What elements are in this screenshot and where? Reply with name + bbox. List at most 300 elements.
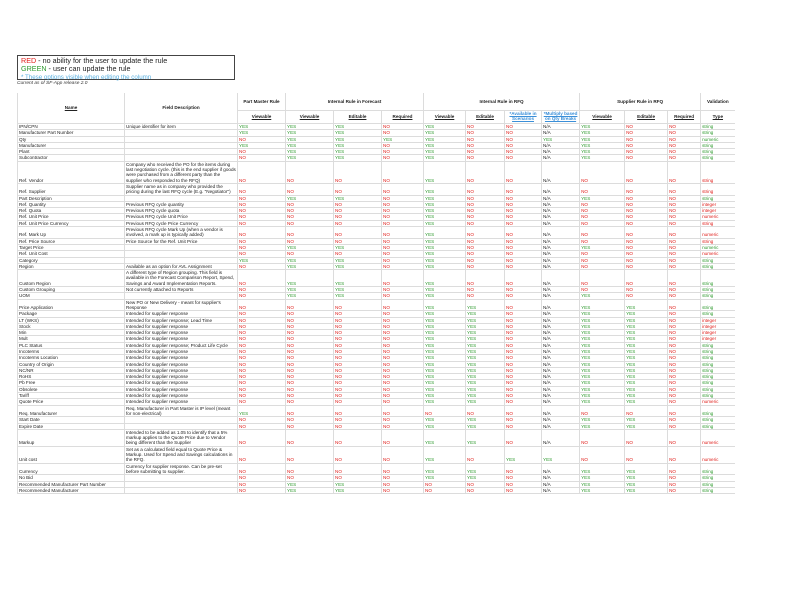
cell-sup-editable: NO	[625, 124, 668, 130]
cell-rfq-scenarios: NO	[505, 463, 542, 475]
cell-name: IPN/CPN	[18, 124, 125, 130]
cell-fc-viewable: YES	[286, 195, 334, 201]
cell-validation-type: integer	[701, 330, 735, 336]
cell-rfq-editable: YES	[466, 417, 505, 423]
cell-pm-viewable: NO	[238, 293, 286, 299]
cell-rfq-viewable: YES	[424, 124, 466, 130]
cell-description: Intended for supplier response	[125, 386, 238, 392]
cell-sup-viewable: YES	[580, 293, 625, 299]
cell-rfq-scenarios: NO	[505, 399, 542, 405]
cell-rfq-editable: NO	[466, 201, 505, 207]
cell-fc-required: NO	[382, 149, 424, 155]
cell-pm-viewable: YES	[238, 130, 286, 136]
table-row	[18, 299, 735, 311]
cell-fc-viewable: NO	[286, 417, 334, 423]
cell-rfq-multiply: N/A	[542, 201, 580, 207]
cell-description: Intended for supplier response	[125, 399, 238, 405]
cell-rfq-editable: YES	[466, 367, 505, 373]
cell-rfq-editable: YES	[466, 429, 505, 446]
cell-fc-editable: NO	[334, 361, 382, 367]
cell-sup-required: NO	[668, 336, 701, 342]
cell-pm-viewable: NO	[238, 348, 286, 354]
cell-fc-viewable: NO	[286, 201, 334, 207]
cell-fc-required: NO	[382, 287, 424, 293]
cell-sup-required: NO	[668, 463, 701, 475]
cell-name: Obsolete	[18, 386, 125, 392]
cell-sup-editable: YES	[625, 336, 668, 342]
cell-rfq-scenarios: NO	[505, 393, 542, 399]
cell-rfq-viewable: YES	[424, 417, 466, 423]
cell-pm-viewable: YES	[238, 405, 286, 417]
cell-sup-required: NO	[668, 227, 701, 239]
cell-rfq-viewable: YES	[424, 214, 466, 220]
cell-rfq-viewable: YES	[424, 251, 466, 257]
cell-fc-viewable: YES	[286, 257, 334, 263]
cell-rfq-multiply: N/A	[542, 330, 580, 336]
cell-sup-editable: YES	[625, 399, 668, 405]
cell-fc-viewable: NO	[286, 183, 334, 195]
cell-rfq-editable: NO	[466, 142, 505, 148]
cell-rfq-multiply: YES	[542, 446, 580, 463]
cell-sup-required: NO	[668, 136, 701, 142]
cell-sup-required: NO	[668, 481, 701, 487]
cell-rfq-editable: NO	[466, 238, 505, 244]
cell-validation-type: integer	[701, 336, 735, 342]
cell-name: NC/NR	[18, 367, 125, 373]
cell-sup-viewable: YES	[580, 386, 625, 392]
cell-fc-required: NO	[382, 155, 424, 161]
cell-rfq-multiply: N/A	[542, 342, 580, 348]
cell-fc-viewable: YES	[286, 293, 334, 299]
cell-sup-viewable: YES	[580, 149, 625, 155]
cell-fc-editable: YES	[334, 124, 382, 130]
cell-pm-viewable: NO	[238, 227, 286, 239]
cell-fc-editable: YES	[334, 244, 382, 250]
legend-red-text: - no ability for the user to update the rule	[36, 56, 168, 65]
cell-validation-type: string	[701, 195, 735, 201]
cell-fc-viewable: NO	[286, 161, 334, 183]
cell-sup-viewable: YES	[580, 323, 625, 329]
cell-sup-required: NO	[668, 287, 701, 293]
cell-validation-type: integer	[701, 208, 735, 214]
cell-rfq-viewable: YES	[424, 195, 466, 201]
cell-rfq-scenarios: NO	[505, 380, 542, 386]
cell-fc-required: NO	[382, 124, 424, 130]
cell-fc-viewable: YES	[286, 263, 334, 269]
cell-sup-viewable: YES	[580, 311, 625, 317]
cell-fc-required: NO	[382, 299, 424, 311]
cell-rfq-scenarios: NO	[505, 227, 542, 239]
cell-sup-editable: NO	[625, 136, 668, 142]
cell-fc-editable: NO	[334, 393, 382, 399]
table-row	[18, 227, 735, 239]
cell-validation-type: string	[701, 481, 735, 487]
cell-validation-type: string	[701, 423, 735, 429]
cell-fc-viewable: NO	[286, 238, 334, 244]
cell-rfq-scenarios: NO	[505, 220, 542, 226]
cell-rfq-viewable: YES	[424, 293, 466, 299]
cell-sup-viewable: NO	[580, 270, 625, 287]
cell-fc-editable: NO	[334, 183, 382, 195]
cell-rfq-multiply: N/A	[542, 142, 580, 148]
cell-rfq-scenarios: NO	[505, 195, 542, 201]
header-internal-forecast: Internal Rule in Forecast	[286, 93, 424, 111]
cell-validation-type: string	[701, 487, 735, 493]
cell-description: A different type of Region grouping. This field is available in the Forecast Comparison Report, Spend, Savings and Award Implementation Reports.	[125, 270, 238, 287]
cell-sup-viewable: YES	[580, 142, 625, 148]
cell-fc-viewable: NO	[286, 227, 334, 239]
cell-sup-editable: YES	[625, 355, 668, 361]
cell-fc-required: NO	[382, 487, 424, 493]
cell-fc-required: NO	[382, 399, 424, 405]
cell-rfq-editable: NO	[466, 251, 505, 257]
cell-rfq-multiply: N/A	[542, 311, 580, 317]
cell-pm-viewable: NO	[238, 330, 286, 336]
cell-rfq-scenarios: NO	[505, 374, 542, 380]
cell-name: PLC Status	[18, 342, 125, 348]
cell-rfq-editable: YES	[466, 423, 505, 429]
cell-description: Intended for supplier response	[125, 380, 238, 386]
cell-fc-editable: NO	[334, 201, 382, 207]
cell-sup-editable: NO	[625, 208, 668, 214]
cell-fc-required: NO	[382, 405, 424, 417]
cell-fc-required: NO	[382, 251, 424, 257]
cell-rfq-editable: NO	[466, 481, 505, 487]
sub-pm-viewable: Viewable	[238, 111, 286, 124]
cell-sup-editable: NO	[625, 227, 668, 239]
legend-star-line: * These options visible when editing the column	[21, 73, 152, 81]
header-supplier-rfq: Supplier Rule in RFQ	[580, 93, 701, 111]
cell-sup-viewable: NO	[580, 208, 625, 214]
cell-rfq-scenarios: NO	[505, 257, 542, 263]
cell-fc-required: NO	[382, 380, 424, 386]
cell-rfq-multiply: N/A	[542, 393, 580, 399]
cell-pm-viewable: NO	[238, 299, 286, 311]
cell-sup-viewable: YES	[580, 417, 625, 423]
cell-fc-editable: NO	[334, 429, 382, 446]
cell-rfq-editable: YES	[466, 355, 505, 361]
cell-validation-type: string	[701, 405, 735, 417]
cell-rfq-editable: YES	[466, 336, 505, 342]
cell-rfq-multiply: N/A	[542, 293, 580, 299]
cell-fc-viewable: NO	[286, 323, 334, 329]
cell-pm-viewable: NO	[238, 201, 286, 207]
cell-sup-required: NO	[668, 270, 701, 287]
cell-fc-editable: YES	[334, 270, 382, 287]
cell-name: Pb Free	[18, 380, 125, 386]
cell-sup-required: NO	[668, 393, 701, 399]
cell-rfq-multiply: N/A	[542, 195, 580, 201]
cell-pm-viewable: NO	[238, 287, 286, 293]
cell-sup-editable: NO	[625, 257, 668, 263]
cell-sup-required: NO	[668, 323, 701, 329]
cell-rfq-multiply: N/A	[542, 463, 580, 475]
cell-fc-viewable: NO	[286, 405, 334, 417]
cell-rfq-multiply: N/A	[542, 323, 580, 329]
cell-sup-required: NO	[668, 423, 701, 429]
cell-sup-viewable: YES	[580, 393, 625, 399]
cell-validation-type: numeric	[701, 251, 735, 257]
cell-rfq-multiply: N/A	[542, 487, 580, 493]
cell-name: Mult	[18, 336, 125, 342]
sub-sup-editable: Editable	[625, 111, 668, 124]
cell-pm-viewable: NO	[238, 399, 286, 405]
cell-sup-editable: NO	[625, 149, 668, 155]
cell-rfq-scenarios: NO	[505, 124, 542, 130]
sub-validation-type: Type	[701, 111, 735, 124]
cell-sup-required: NO	[668, 142, 701, 148]
cell-sup-viewable: YES	[580, 330, 625, 336]
cell-sup-editable: YES	[625, 487, 668, 493]
cell-name: Unit cost	[18, 446, 125, 463]
cell-fc-viewable: NO	[286, 475, 334, 481]
cell-name: Ref. Quota	[18, 208, 125, 214]
cell-fc-viewable: NO	[286, 393, 334, 399]
cell-sup-editable: NO	[625, 270, 668, 287]
cell-rfq-editable: YES	[466, 399, 505, 405]
cell-validation-type: string	[701, 361, 735, 367]
rules-table-body	[18, 124, 735, 494]
cell-rfq-editable: NO	[466, 208, 505, 214]
cell-sup-editable: NO	[625, 155, 668, 161]
cell-rfq-viewable: YES	[424, 311, 466, 317]
cell-sup-editable: NO	[625, 238, 668, 244]
cell-pm-viewable: YES	[238, 124, 286, 130]
sub-fc-viewable: Viewable	[286, 111, 334, 124]
cell-sup-required: NO	[668, 124, 701, 130]
cell-fc-editable: YES	[334, 263, 382, 269]
cell-rfq-viewable: YES	[424, 475, 466, 481]
header-part-master-rule: Part Master Rule	[238, 93, 286, 111]
cell-rfq-multiply: N/A	[542, 220, 580, 226]
cell-rfq-multiply: N/A	[542, 149, 580, 155]
cell-sup-required: NO	[668, 201, 701, 207]
cell-name: Manufacturer	[18, 142, 125, 148]
cell-description: Previous RFQ cycle Unit Price	[125, 214, 238, 220]
cell-rfq-multiply: N/A	[542, 348, 580, 354]
cell-sup-required: NO	[668, 429, 701, 446]
cell-sup-editable: YES	[625, 299, 668, 311]
cell-sup-viewable: NO	[580, 429, 625, 446]
cell-rfq-scenarios: NO	[505, 348, 542, 354]
cell-pm-viewable: NO	[238, 220, 286, 226]
cell-pm-viewable: NO	[238, 361, 286, 367]
cell-description: Intended for supplier response	[125, 361, 238, 367]
cell-sup-editable: YES	[625, 317, 668, 323]
cell-rfq-editable: YES	[466, 463, 505, 475]
cell-sup-viewable: YES	[580, 423, 625, 429]
cell-sup-required: NO	[668, 183, 701, 195]
sub-sup-viewable: Viewable	[580, 111, 625, 124]
cell-validation-type: numeric	[701, 136, 735, 142]
cell-name: Target Price	[18, 244, 125, 250]
cell-description: Company who received the PO for the items during last negotiation cycle. (this is the end supplier if goods were purchased from a different party than the supplier who responded to the RFQ)	[126, 161, 236, 183]
cell-fc-required: NO	[382, 208, 424, 214]
cell-sup-editable: YES	[625, 323, 668, 329]
rules-table	[17, 93, 735, 494]
cell-rfq-viewable: YES	[424, 257, 466, 263]
cell-sup-viewable: YES	[580, 195, 625, 201]
cell-fc-required: NO	[382, 386, 424, 392]
cell-sup-required: NO	[668, 399, 701, 405]
cell-rfq-viewable: YES	[424, 183, 466, 195]
cell-fc-viewable: YES	[286, 244, 334, 250]
table-row	[18, 446, 735, 463]
cell-name: Currency	[18, 463, 125, 475]
cell-rfq-viewable: YES	[424, 270, 466, 287]
cell-sup-required: NO	[668, 244, 701, 250]
cell-sup-editable: YES	[625, 311, 668, 317]
cell-sup-editable: NO	[625, 293, 668, 299]
cell-rfq-viewable: YES	[424, 149, 466, 155]
cell-validation-type: string	[701, 155, 735, 161]
cell-sup-required: NO	[668, 417, 701, 423]
cell-fc-required: NO	[382, 238, 424, 244]
cell-rfq-scenarios: NO	[505, 361, 542, 367]
cell-fc-required: YES	[382, 136, 424, 142]
cell-rfq-viewable: YES	[424, 380, 466, 386]
cell-description: Intended for supplier response	[125, 330, 238, 336]
cell-rfq-scenarios: NO	[505, 161, 542, 183]
cell-fc-editable: YES	[334, 155, 382, 161]
cell-rfq-editable: YES	[466, 386, 505, 392]
cell-fc-editable: NO	[334, 386, 382, 392]
cell-validation-type: string	[701, 257, 735, 263]
cell-fc-required: NO	[382, 161, 424, 183]
cell-fc-viewable: YES	[286, 149, 334, 155]
cell-fc-required: NO	[382, 244, 424, 250]
legend-green-line	[21, 65, 231, 73]
cell-sup-editable: NO	[625, 214, 668, 220]
cell-rfq-scenarios: NO	[505, 423, 542, 429]
cell-sup-required: NO	[668, 238, 701, 244]
cell-name: Incoterms Location	[18, 355, 125, 361]
cell-sup-viewable: YES	[580, 399, 625, 405]
cell-rfq-multiply: N/A	[542, 251, 580, 257]
header-validation: Validation	[701, 93, 735, 111]
cell-rfq-editable: YES	[466, 380, 505, 386]
cell-fc-required: NO	[382, 475, 424, 481]
cell-name: Ref. Unit Price	[18, 214, 125, 220]
cell-rfq-multiply: N/A	[542, 317, 580, 323]
cell-fc-viewable: NO	[286, 446, 334, 463]
cell-validation-type: string	[701, 149, 735, 155]
legend-green-text: - user can update the rule	[46, 64, 131, 74]
cell-fc-editable: YES	[334, 257, 382, 263]
cell-rfq-viewable: YES	[424, 130, 466, 136]
cell-sup-required: NO	[668, 195, 701, 201]
cell-fc-required: NO	[382, 446, 424, 463]
cell-fc-editable: YES	[334, 287, 382, 293]
cell-validation-type: string	[701, 124, 735, 130]
cell-fc-required: NO	[382, 323, 424, 329]
cell-fc-viewable: NO	[286, 423, 334, 429]
cell-sup-required: NO	[668, 311, 701, 317]
cell-name: Incoterms	[18, 348, 125, 354]
cell-rfq-editable: YES	[466, 342, 505, 348]
cell-pm-viewable: NO	[238, 417, 286, 423]
cell-rfq-editable: NO	[466, 227, 505, 239]
cell-rfq-multiply: N/A	[542, 208, 580, 214]
cell-pm-viewable: NO	[238, 214, 286, 220]
cell-rfq-editable: YES	[466, 361, 505, 367]
cell-sup-viewable: NO	[580, 201, 625, 207]
cell-validation-type: string	[701, 293, 735, 299]
cell-fc-viewable: NO	[286, 380, 334, 386]
cell-rfq-scenarios: NO	[505, 142, 542, 148]
cell-sup-editable: YES	[625, 367, 668, 373]
cell-name: Min	[18, 330, 125, 336]
cell-rfq-viewable: YES	[424, 355, 466, 361]
cell-pm-viewable: NO	[238, 317, 286, 323]
cell-name: Ref. Price Source	[18, 238, 125, 244]
cell-sup-viewable: YES	[580, 475, 625, 481]
cell-rfq-viewable: YES	[424, 287, 466, 293]
cell-pm-viewable: NO	[238, 311, 286, 317]
cell-pm-viewable: NO	[238, 429, 286, 446]
cell-fc-viewable: YES	[286, 142, 334, 148]
table-row	[18, 183, 735, 195]
cell-description: Intended for supplier response	[125, 311, 238, 317]
cell-sup-viewable: YES	[580, 361, 625, 367]
cell-name: Ref. Vendor	[18, 161, 125, 183]
cell-rfq-editable: YES	[466, 317, 505, 323]
cell-rfq-editable: NO	[466, 149, 505, 155]
cell-validation-type: string	[701, 238, 735, 244]
sub-rfq-multiply-qty-breaks: *Multiply based on Qty Breaks	[542, 111, 580, 124]
cell-name: Quote Price	[18, 399, 125, 405]
cell-fc-required: NO	[382, 201, 424, 207]
cell-pm-viewable: NO	[238, 393, 286, 399]
legend-green-word: GREEN	[21, 64, 47, 74]
cell-sup-viewable: NO	[580, 238, 625, 244]
cell-fc-viewable: YES	[286, 155, 334, 161]
cell-fc-viewable: NO	[286, 374, 334, 380]
cell-fc-editable: NO	[334, 405, 382, 417]
cell-fc-editable: NO	[334, 463, 382, 475]
cell-sup-viewable: YES	[580, 244, 625, 250]
cell-fc-editable: NO	[334, 374, 382, 380]
cell-sup-required: NO	[668, 161, 701, 183]
cell-fc-editable: NO	[334, 336, 382, 342]
cell-rfq-scenarios: NO	[505, 263, 542, 269]
cell-rfq-scenarios: YES	[505, 446, 542, 463]
cell-fc-editable: YES	[334, 142, 382, 148]
cell-fc-required: NO	[382, 367, 424, 373]
cell-fc-editable: YES	[334, 130, 382, 136]
cell-fc-required: NO	[382, 227, 424, 239]
cell-sup-viewable: NO	[580, 214, 625, 220]
cell-rfq-scenarios: NO	[505, 342, 542, 348]
legend-box	[17, 55, 235, 80]
cell-sup-viewable: YES	[580, 136, 625, 142]
cell-rfq-viewable: YES	[424, 361, 466, 367]
cell-rfq-scenarios: NO	[505, 293, 542, 299]
cell-name: Manufacturer Part Number	[18, 130, 125, 136]
cell-fc-viewable: NO	[286, 208, 334, 214]
cell-name: Custom Grouping	[18, 287, 125, 293]
cell-sup-editable: YES	[625, 481, 668, 487]
cell-fc-editable: NO	[334, 342, 382, 348]
cell-rfq-scenarios: NO	[505, 244, 542, 250]
cell-pm-viewable: NO	[238, 263, 286, 269]
cell-rfq-scenarios: NO	[505, 208, 542, 214]
cell-pm-viewable: NO	[238, 155, 286, 161]
cell-fc-editable: NO	[334, 380, 382, 386]
cell-validation-type: string	[701, 374, 735, 380]
cell-sup-viewable: NO	[580, 227, 625, 239]
header-name: Name	[18, 93, 125, 124]
